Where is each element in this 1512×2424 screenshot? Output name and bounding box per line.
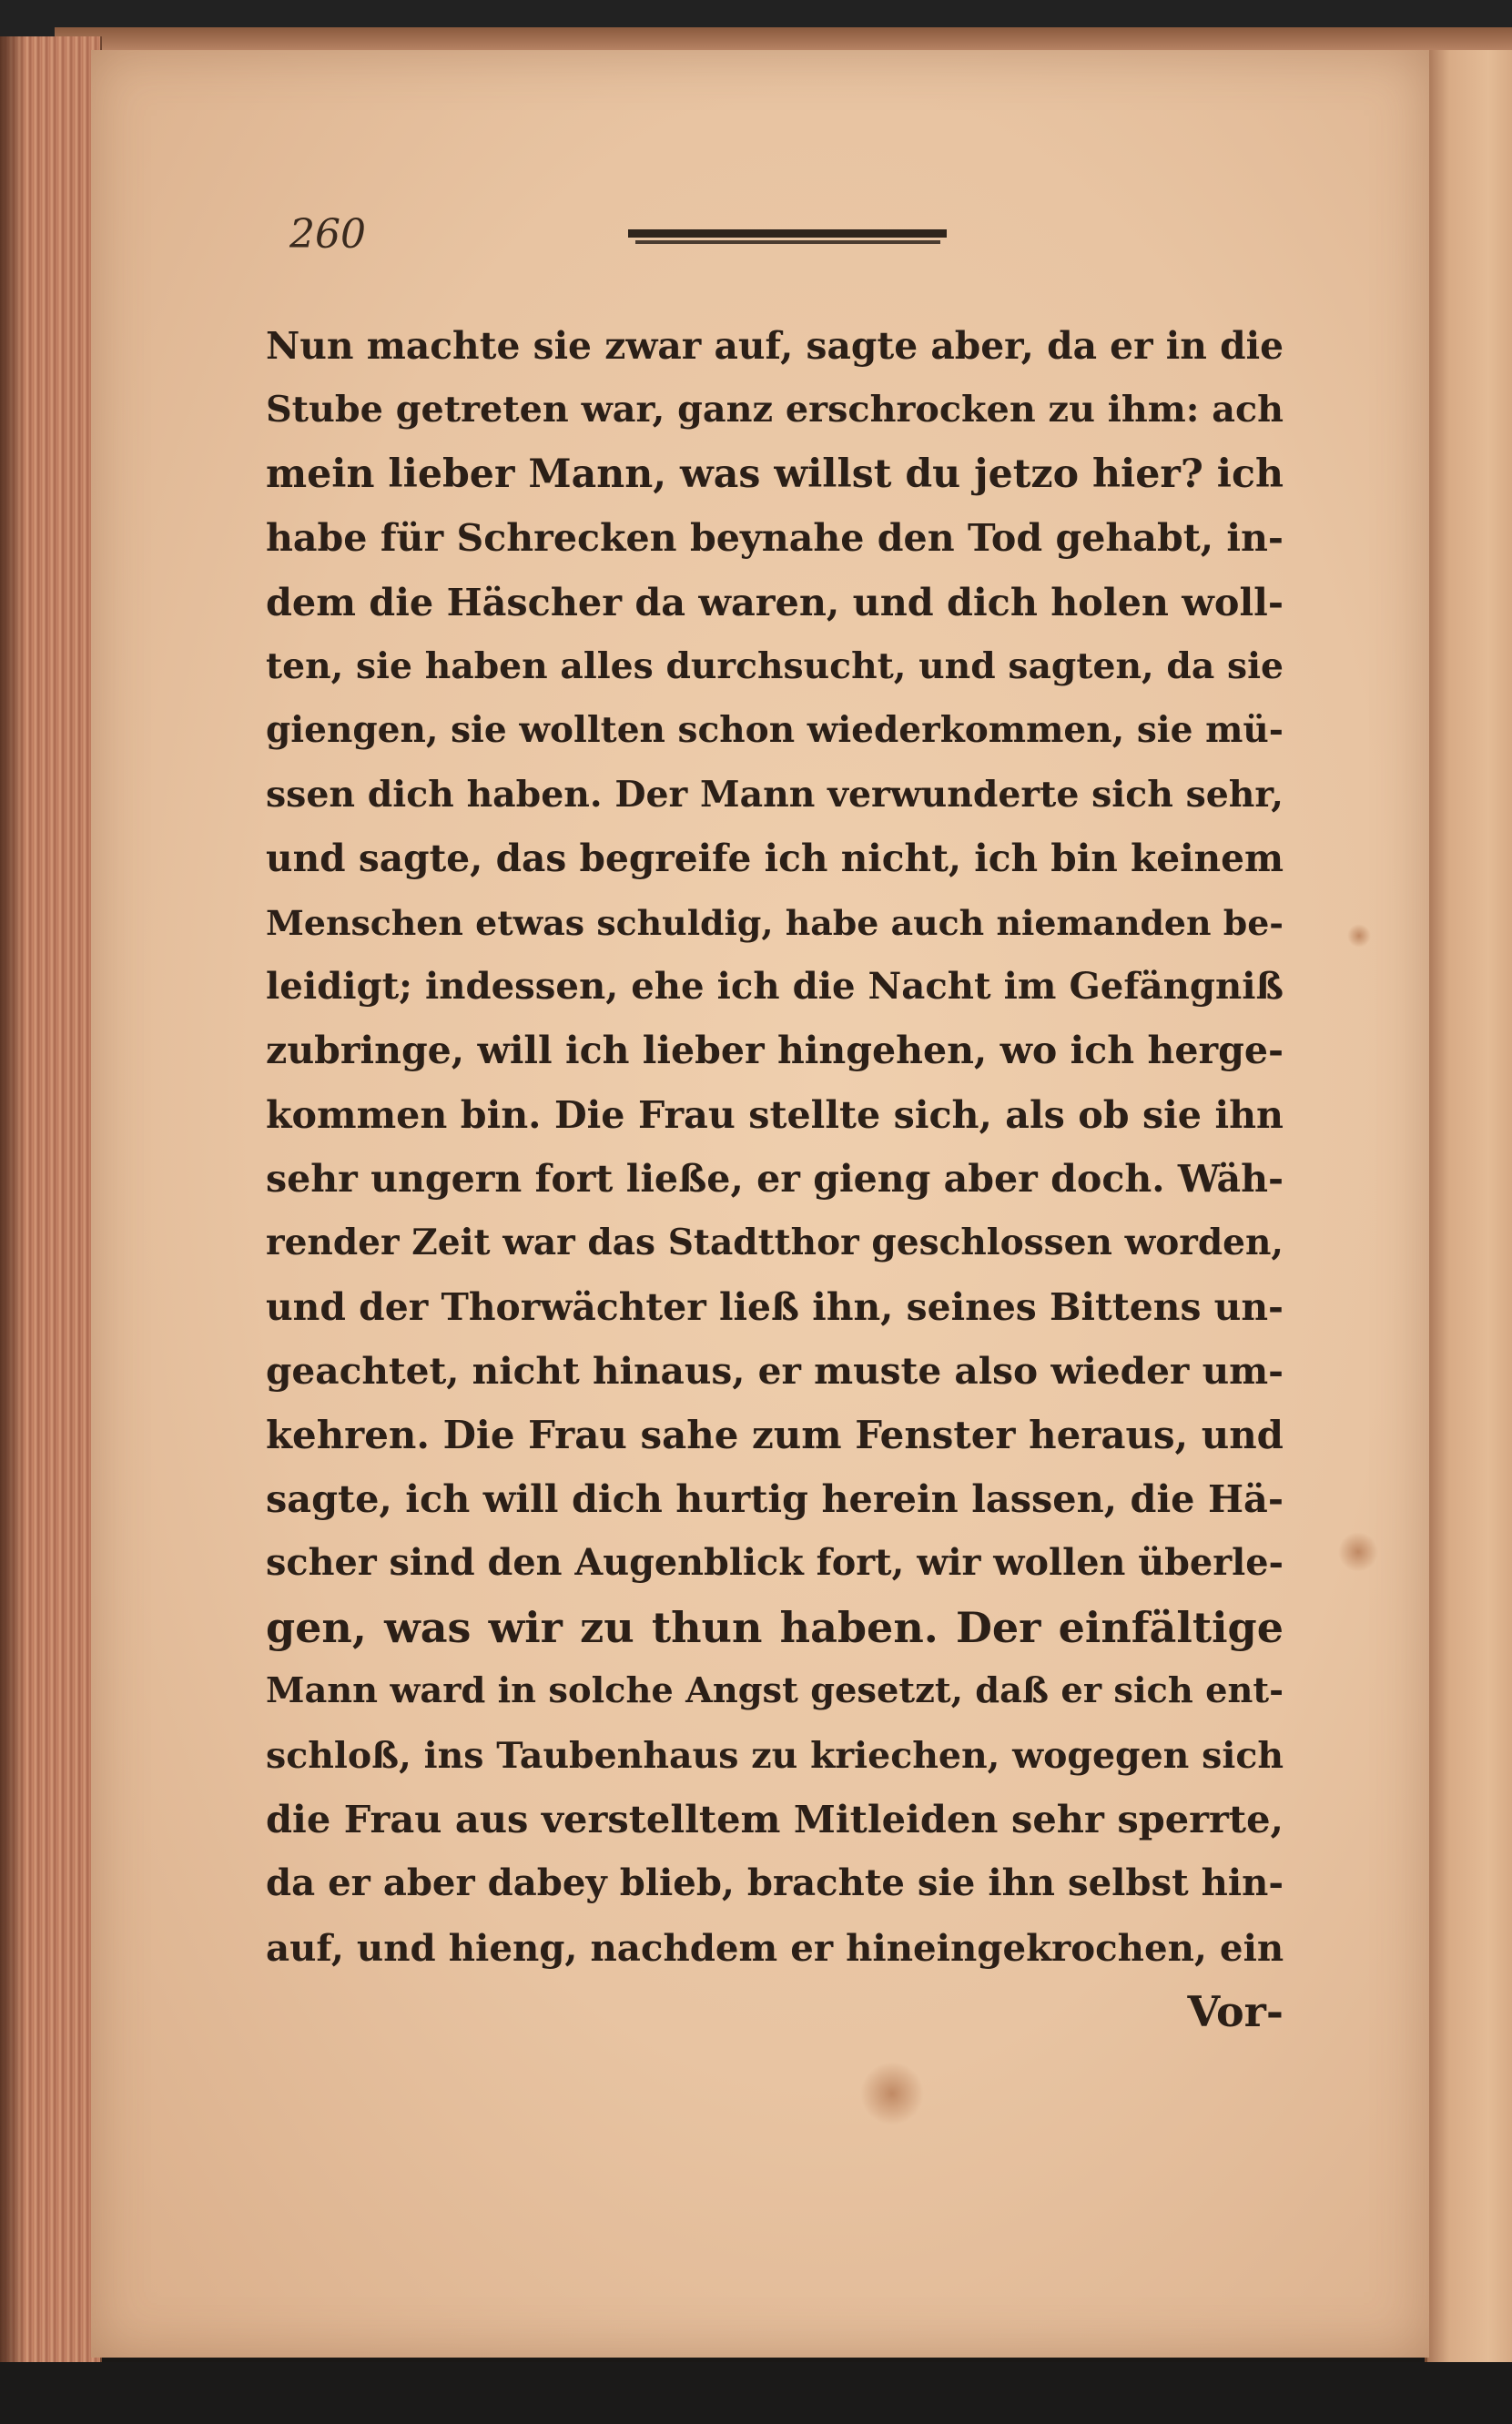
text-line: gen, was wir zu thun haben. Der einfältige (266, 1602, 1284, 1652)
header-rule (628, 229, 947, 248)
paper-stain (860, 2062, 924, 2125)
text-line: da er aber dabey blieb, brachte sie ihn selbst hin- (266, 1861, 1284, 1905)
text-line: render Zeit war das Stadtthor geschlossen worden, (266, 1222, 1284, 1264)
page-stack-shadow (0, 36, 25, 2367)
text-line: geachtet, nicht hinaus, er muste also wieder um- (266, 1349, 1284, 1394)
page-number: 260 (289, 211, 366, 258)
text-line: zubringe, will ich lieber hingehen, wo ich herge- (266, 1028, 1284, 1073)
text-line: leidigt; indessen, ehe ich die Nacht im Gefängniß (266, 964, 1284, 1008)
text-line: und sagte, das begreife ich nicht, ich bin keinem (266, 837, 1284, 881)
text-line: sagte, ich will dich hurtig herein lassen, die Hä- (266, 1476, 1284, 1522)
text-line: Stube getreten war, ganz erschrocken zu ihm: ach (266, 389, 1284, 431)
catchword: Vor- (1187, 1987, 1284, 2037)
text-line: ssen dich haben. Der Mann verwunderte sich sehr, (266, 773, 1284, 816)
text-line: und der Thorwächter ließ ihn, seines Bittens un- (266, 1284, 1284, 1329)
text-line: kehren. Die Frau sahe zum Fenster heraus, und (266, 1412, 1284, 1457)
text-line: dem die Häscher da waren, und dich holen woll- (266, 579, 1284, 624)
header-rule-thin (635, 240, 940, 244)
text-line: Menschen etwas schuldig, habe auch niemanden be- (266, 901, 1284, 943)
text-line: die Frau aus verstelltem Mitleiden sehr sperrte, (266, 1796, 1284, 1841)
text-line: sehr ungern fort ließe, er gieng aber doch. Wäh- (266, 1156, 1284, 1202)
paper-stain (1338, 1532, 1378, 1572)
text-line: ten, sie haben alles durchsucht, und sagten, da sie (266, 644, 1284, 687)
text-line: Mann ward in solche Angst gesetzt, daß er sich ent- (266, 1670, 1284, 1712)
header-rule-thick (628, 229, 947, 238)
text-line: giengen, sie wollten schon wiederkommen, sie mü- (266, 709, 1284, 752)
text-line: kommen bin. Die Frau stellte sich, als ob sie ihn (266, 1091, 1284, 1137)
text-line: mein lieber Mann, was willst du jetzo hier? ich (266, 451, 1284, 497)
facing-page-edge (1425, 50, 1512, 2362)
body-text (266, 314, 1284, 2044)
background-bottom (0, 2362, 1512, 2424)
text-line: auf, und hieng, nachdem er hineingekrochen, ein (266, 1925, 1284, 1970)
text-line: schloß, ins Taubenhaus zu kriechen, wogegen sich (266, 1734, 1284, 1777)
text-line: Nun machte sie zwar auf, sagte aber, da er in die (266, 324, 1284, 368)
text-line: scher sind den Augenblick fort, wir wollen überle- (266, 1542, 1284, 1585)
text-line: habe für Schrecken beynahe den Tod gehabt, in- (266, 515, 1284, 561)
paper-stain (1347, 924, 1371, 948)
